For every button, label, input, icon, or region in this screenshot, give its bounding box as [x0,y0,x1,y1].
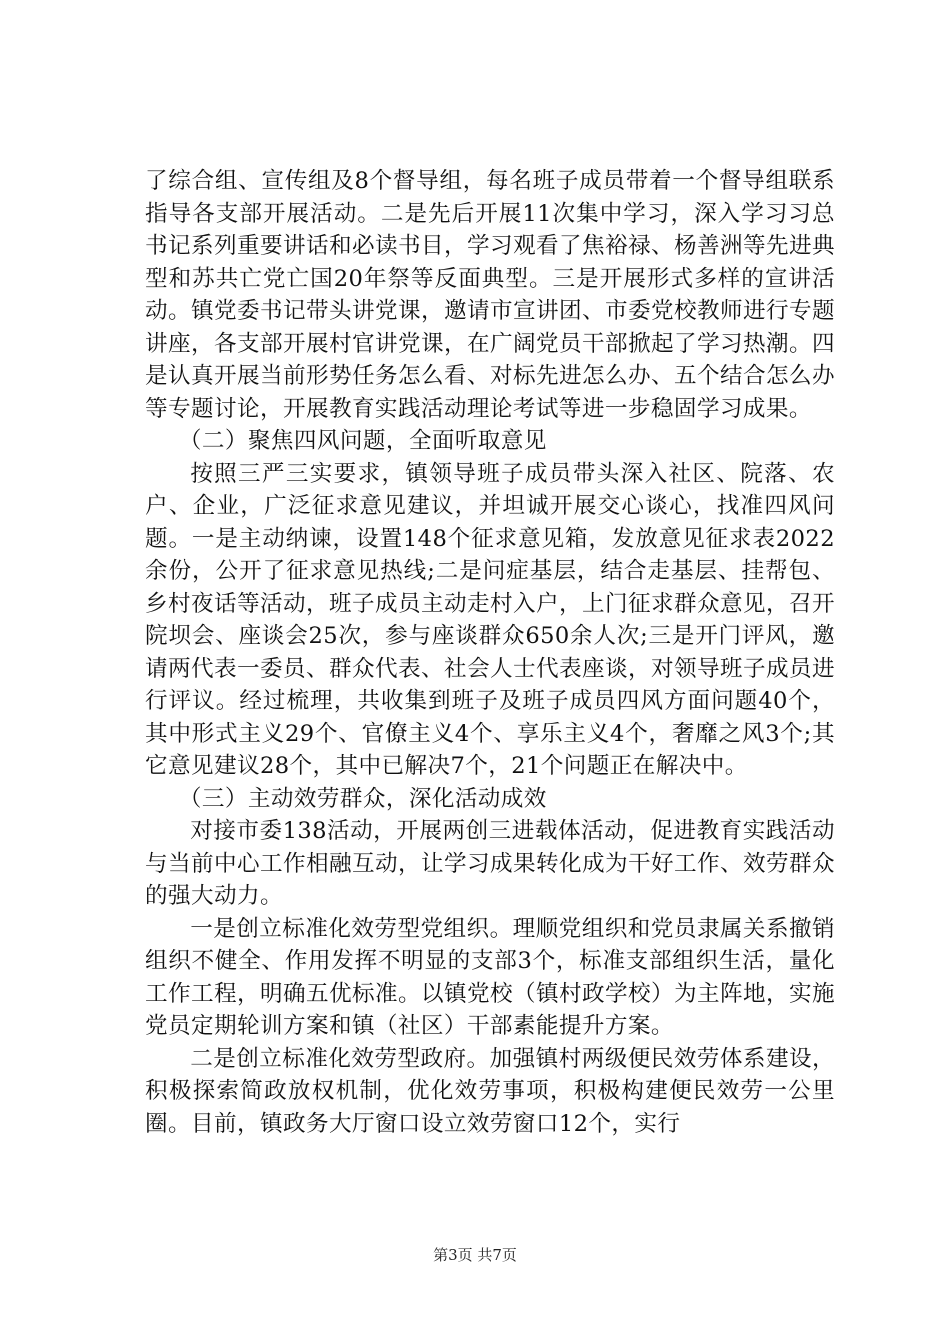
paragraph-138-activity: 对接市委138活动，开展两创三进载体活动，促进教育实践活动与当前中心工作相融互动，让学习成果转化成为干好工作、效劳群众的强大动力。 [145,818,835,909]
section-heading-2: （二）聚焦四风问题，全面听取意见 [178,428,547,454]
paragraph-service-government: 二是创立标准化效劳型政府。加强镇村两级便民效劳体系建设，积极探索简政放权机制，优化效劳事项，积极构建便民效劳一公里圈。目前，镇政务大厅窗口设立效劳窗口12个，实行 [145,1045,835,1137]
page-footer: 第3页 共7页 [433,1246,517,1264]
paragraph-four-winds: 按照三严三实要求，镇领导班子成员带头深入社区、院落、农户、企业，广泛征求意见建议，并坦诚开展交心谈心，找准四风问题。一是主动纳谏，设置148个征求意见箱，发放意见征求表2022余份，公开了征求意见热线;二是问症基层，结合走基层、挂帮包、乡村夜话等活动，班子成员主动走村入户，上门征求群众意见，召开院坝会、座谈会25次，参与座谈群众650余人次;三是开门评风，邀请两代表一委员、群众代表、社会人士代表座谈，对领导班子成员进行评议。经过梳理，共收集到班子及班子成员四风方面问题40个，其中形式主义29个、官僚主义4个、享乐主义4个，奢靡之风3个;其它意见建议28个，其中已解决7个，21个问题正在解决中。 [145,460,835,779]
document-body [145,165,835,1140]
paragraph-party-organization: 一是创立标准化效劳型党组织。理顺党组织和党员隶属关系撤销组织不健全、作用发挥不明显的支部3个，标准支部组织生活，量化工作工程，明确五优标准。以镇党校（镇村政学校）为主阵地，实施党员定期轮训方案和镇（社区）干部素能提升方案。 [145,915,835,1039]
paragraph-continued: 了综合组、宣传组及8个督导组，每名班子成员带着一个督导组联系指导各支部开展活动。二是先后开展11次集中学习，深入学习习总书记系列重要讲话和必读书目，学习观看了焦裕禄、杨善洲等先进典型和苏共亡党亡国20年祭等反面典型。三是开展形式多样的宣讲活动。镇党委书记带头讲党课，邀请市宣讲团、市委党校教师进行专题讲座，各支部开展村官讲党课，在广阔党员干部掀起了学习热潮。四是认真开展当前形势任务怎么看、对标先进怎么办、五个结合怎么办等专题讨论，开展教育实践活动理论考试等进一步稳固学习成果。 [145,168,835,422]
section-heading-3: （三）主动效劳群众，深化活动成效 [178,785,547,812]
